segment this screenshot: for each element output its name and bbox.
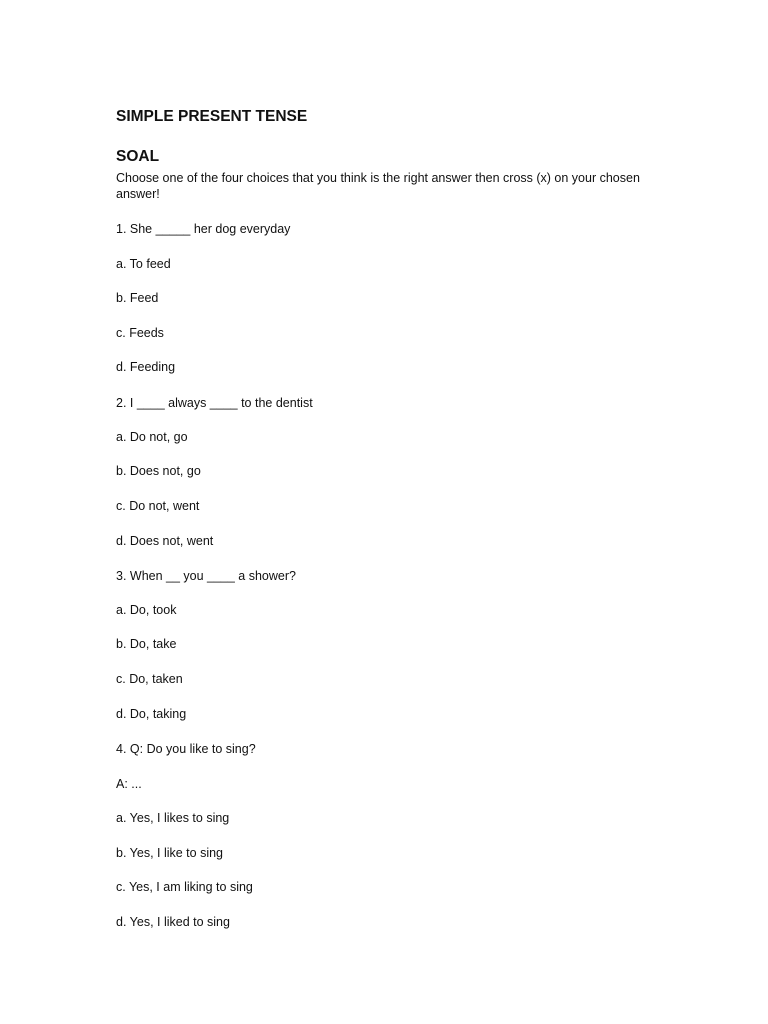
question-3-option-a: a. Do, took — [116, 603, 177, 617]
question-4-prompt: 4. Q: Do you like to sing? — [116, 742, 256, 756]
question-4-option-a: a. Yes, I likes to sing — [116, 811, 230, 825]
question-2-option-a: a. Do not, go — [116, 430, 188, 444]
question-3-prompt: 3. When __ you ____ a shower? — [116, 569, 296, 583]
question-2-option-b: b. Does not, go — [116, 464, 201, 478]
section-heading: SOAL — [116, 148, 160, 165]
question-1-option-b: b. Feed — [116, 291, 159, 305]
question-1-option-d: d. Feeding — [116, 360, 176, 374]
question-1-prompt: 1. She _____ her dog everyday — [116, 222, 291, 236]
instruction-text: Choose one of the four choices that you think is the right answer then cross (x) on your chosen answer! — [116, 171, 640, 201]
question-3-option-b: b. Do, take — [116, 637, 177, 651]
document-title: SIMPLE PRESENT TENSE — [116, 108, 308, 125]
question-4-option-b: b. Yes, I like to sing — [116, 846, 224, 860]
question-3-option-c: c. Do, taken — [116, 672, 183, 686]
question-2-prompt: 2. I ____ always ____ to the dentist — [116, 396, 313, 410]
question-2-option-c: c. Do not, went — [116, 499, 200, 513]
question-3-option-d: d. Do, taking — [116, 707, 187, 721]
question-2-option-d: d. Does not, went — [116, 534, 214, 548]
question-4-option-d: d. Yes, I liked to sing — [116, 915, 230, 929]
question-1-option-a: a. To feed — [116, 257, 171, 271]
question-4-option-c: c. Yes, I am liking to sing — [116, 880, 253, 894]
question-4-answer-prompt: A: ... — [116, 777, 142, 791]
question-1-option-c: c. Feeds — [116, 326, 164, 340]
